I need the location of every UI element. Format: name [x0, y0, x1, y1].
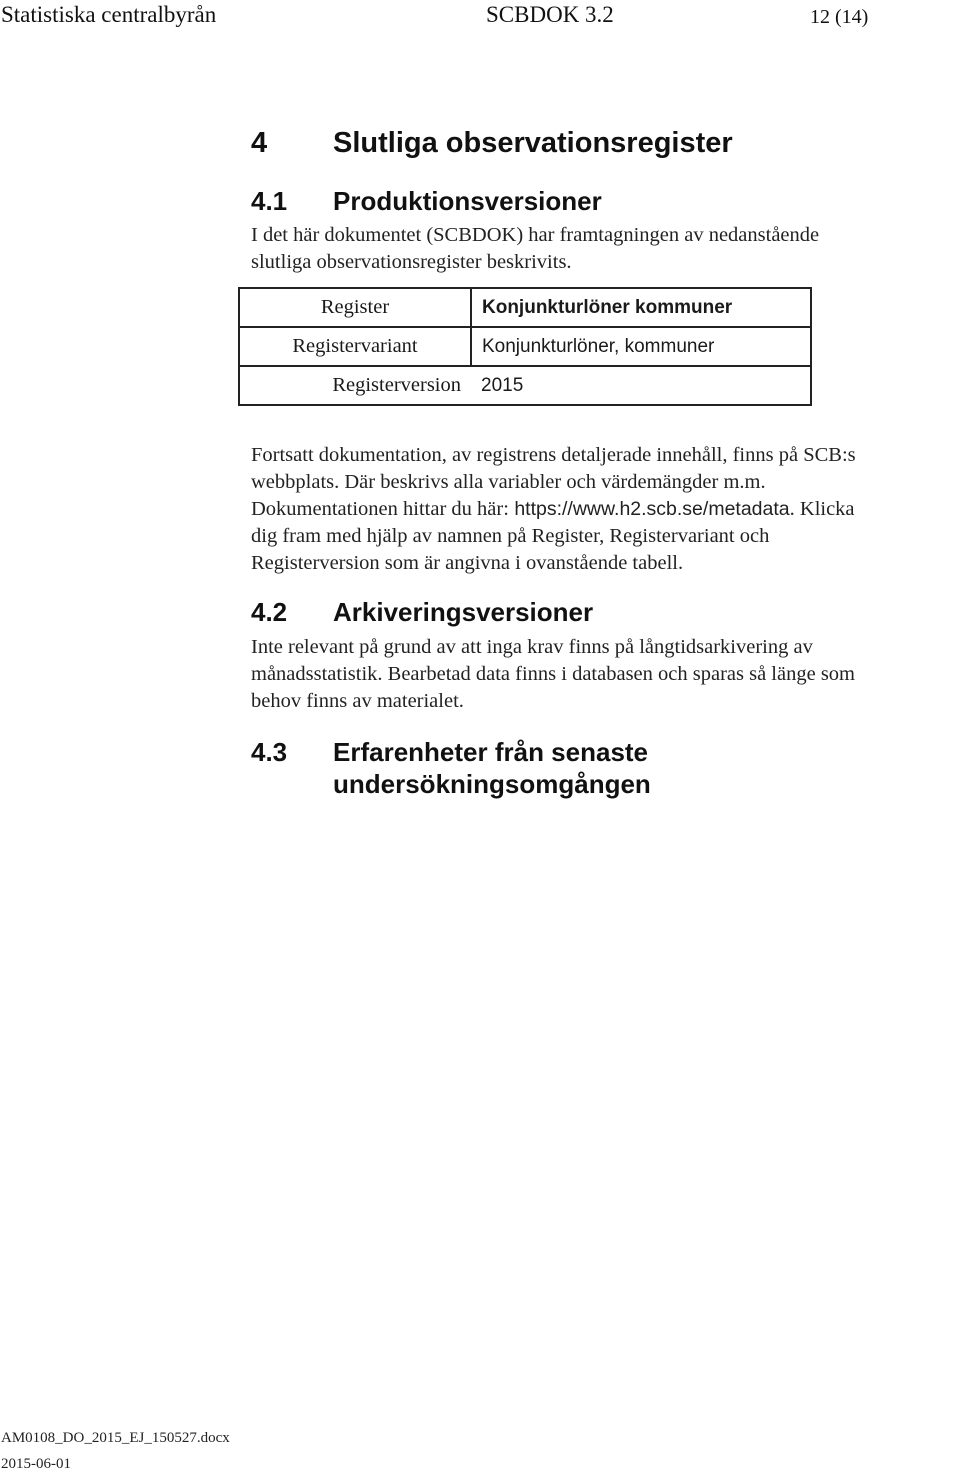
- table-row: [239, 327, 811, 366]
- section-4-1-number: 4.1: [251, 186, 288, 216]
- register-value: Konjunkturlöner kommuner: [471, 288, 811, 327]
- section-4-1-title: Produktionsversioner: [333, 186, 602, 216]
- header-document-code: SCBDOK 3.2: [486, 2, 614, 27]
- registervariant-value: Konjunkturlöner, kommuner: [471, 327, 811, 366]
- footer-filename: AM0108_DO_2015_EJ_150527.docx: [1, 1430, 230, 1446]
- body-line: Inte relevant på grund av att inga krav finns på långtidsarkivering av: [251, 636, 813, 658]
- table-row: [239, 288, 811, 327]
- registervariant-label: Registervariant: [239, 327, 471, 366]
- register-table: [238, 287, 812, 406]
- section-4-2-heading: [251, 597, 851, 629]
- section-4-2-body: [251, 634, 855, 715]
- followup-line: Registerversion som är angivna i ovanstående tabell.: [251, 552, 684, 574]
- section-4-title: Slutliga observationsregister: [333, 127, 733, 159]
- header-page-number: 12 (14): [810, 6, 869, 28]
- followup-line: dig fram med hjälp av namnen på Register, Registervariant och: [251, 525, 770, 547]
- body-line: behov finns av materialet.: [251, 690, 464, 712]
- header-organization: Statistiska centralbyrån: [1, 2, 217, 27]
- section-4-1-heading: [251, 186, 851, 218]
- followup-line3-prefix: Dokumentationen hittar du här:: [251, 498, 509, 520]
- followup-paragraph: [251, 442, 856, 577]
- section-4-3-heading: [251, 737, 851, 801]
- section-4-2-title: Arkiveringsversioner: [333, 597, 594, 627]
- section-4-3-title-line1: Erfarenheter från senaste: [333, 737, 649, 767]
- footer-date: 2015-06-01: [1, 1456, 71, 1472]
- section-4-2-number: 4.2: [251, 597, 288, 627]
- followup-line: [251, 496, 856, 523]
- followup-line: webbplats. Där beskrivs alla variabler och värdemängder m.m.: [251, 471, 766, 493]
- section-4-3-title-line2: undersökningsomgången: [333, 769, 651, 799]
- table-row: [239, 366, 811, 405]
- section-4-heading: [251, 127, 851, 163]
- intro-line: I det här dokumentet (SCBDOK) har framtagningen av nedanstående: [251, 224, 820, 246]
- section-4-number: 4: [251, 127, 268, 159]
- body-line: månadsstatistik. Bearbetad data finns i databasen och sparas så länge som: [251, 663, 855, 685]
- metadata-link[interactable]: https://www.h2.scb.se/metadata: [508, 498, 790, 520]
- registerversion-value: 2015: [471, 366, 811, 405]
- section-4-3-number: 4.3: [251, 737, 288, 767]
- section-4-1-intro: [251, 222, 819, 276]
- followup-line: Fortsatt dokumentation, av registrens detaljerade innehåll, finns på SCB:s: [251, 444, 856, 466]
- register-label: Register: [239, 288, 471, 327]
- registerversion-label: Registerversion: [239, 366, 471, 405]
- intro-line: slutliga observationsregister beskrivits.: [251, 251, 572, 273]
- followup-line3-suffix: . Klicka: [789, 498, 855, 520]
